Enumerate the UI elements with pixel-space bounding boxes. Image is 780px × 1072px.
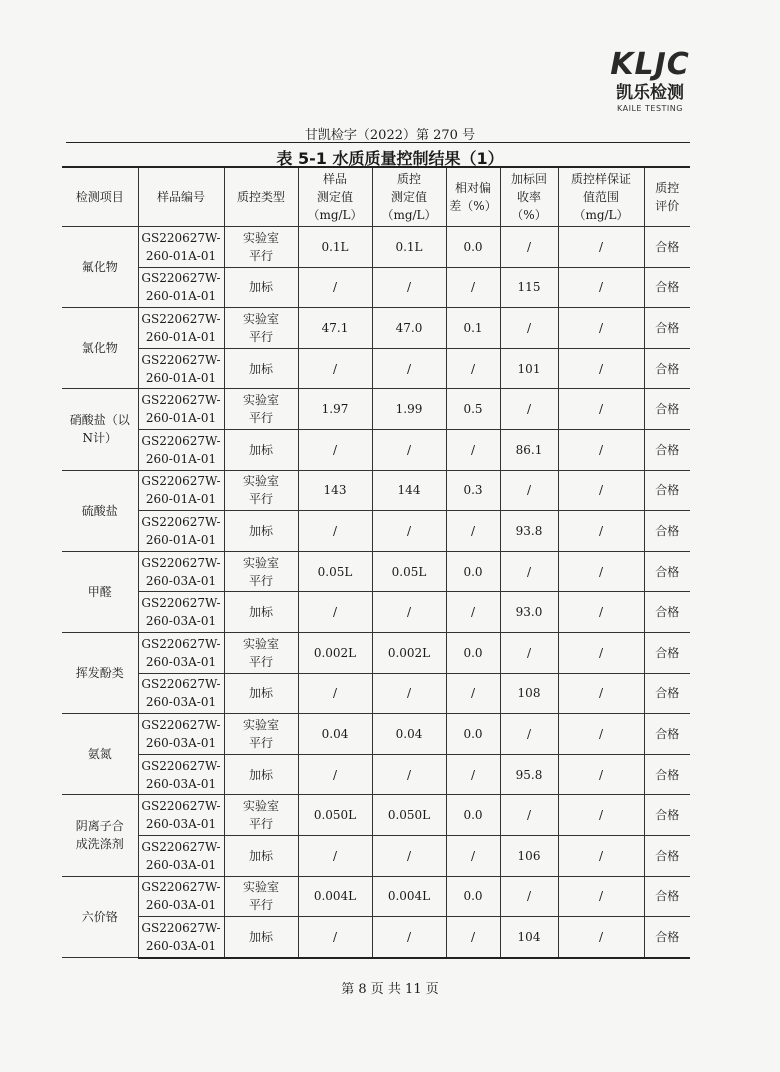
table-header-row (62, 167, 690, 227)
qc-value-cell: 47.0 (372, 308, 446, 349)
sample-number-cell: GS220627W- 260-01A-01 (138, 308, 224, 349)
qc-value-cell: / (372, 835, 446, 876)
qc-evaluation-cell: 合格 (644, 308, 690, 349)
relative-deviation-cell: 0.0 (446, 551, 500, 592)
relative-deviation-cell: 0.1 (446, 308, 500, 349)
qc-evaluation-cell: 合格 (644, 348, 690, 389)
qc-type-cell: 加标 (224, 348, 298, 389)
sample-value-cell: 1.97 (298, 389, 372, 430)
table-row (62, 308, 690, 349)
test-item-cell: 阴离子合 成洗涤剂 (62, 795, 138, 876)
qc-evaluation-cell: 合格 (644, 795, 690, 836)
qc-range-cell: / (558, 795, 644, 836)
logo-mark: KLJC (610, 47, 690, 82)
qc-value-cell: 1.99 (372, 389, 446, 430)
sample-value-cell: 0.04 (298, 714, 372, 755)
sample-number-cell: GS220627W- 260-03A-01 (138, 876, 224, 917)
sample-value-cell: / (298, 348, 372, 389)
qc-type-cell: 加标 (224, 673, 298, 714)
recovery-rate-cell: / (500, 470, 558, 511)
qc-type-cell: 加标 (224, 592, 298, 633)
table-title: 表 5-1 水质质量控制结果（1） (276, 149, 504, 168)
sample-number-cell: GS220627W- 260-03A-01 (138, 795, 224, 836)
test-item-cell: 氯化物 (62, 308, 138, 389)
col-header: 质控类型 (224, 167, 298, 227)
recovery-rate-cell: 104 (500, 917, 558, 958)
qc-type-cell: 加标 (224, 511, 298, 552)
col-header: 质控 测定值 （mg/L） (372, 167, 446, 227)
relative-deviation-cell: 0.5 (446, 389, 500, 430)
qc-range-cell: / (558, 835, 644, 876)
qc-value-cell: 144 (372, 470, 446, 511)
qc-evaluation-cell: 合格 (644, 470, 690, 511)
table-row (62, 835, 690, 876)
relative-deviation-cell: / (446, 511, 500, 552)
qc-range-cell: / (558, 917, 644, 958)
qc-evaluation-cell: 合格 (644, 592, 690, 633)
qc-evaluation-cell: 合格 (644, 511, 690, 552)
qc-value-cell: 0.05L (372, 551, 446, 592)
sample-value-cell: / (298, 592, 372, 633)
qc-range-cell: / (558, 308, 644, 349)
qc-value-cell: / (372, 429, 446, 470)
logo-name-cn: 凯乐检测 (616, 83, 684, 103)
qc-value-cell: 0.04 (372, 714, 446, 755)
relative-deviation-cell: / (446, 917, 500, 958)
sample-number-cell: GS220627W- 260-03A-01 (138, 754, 224, 795)
qc-range-cell: / (558, 551, 644, 592)
sample-value-cell: / (298, 673, 372, 714)
qc-type-cell: 实验室 平行 (224, 795, 298, 836)
recovery-rate-cell: / (500, 389, 558, 430)
sample-value-cell: 0.050L (298, 795, 372, 836)
qc-evaluation-cell: 合格 (644, 673, 690, 714)
qc-type-cell: 加标 (224, 917, 298, 958)
relative-deviation-cell: / (446, 592, 500, 633)
sample-number-cell: GS220627W- 260-01A-01 (138, 348, 224, 389)
qc-evaluation-cell: 合格 (644, 876, 690, 917)
document-number: 甘凯检字（2022）第 270 号 (304, 128, 476, 143)
page-footer: 第 8 页 共 11 页 (341, 982, 439, 997)
recovery-rate-cell: 93.0 (500, 592, 558, 633)
qc-evaluation-cell: 合格 (644, 389, 690, 430)
test-item-cell: 六价铬 (62, 876, 138, 958)
qc-value-cell: / (372, 348, 446, 389)
recovery-rate-cell: 115 (500, 267, 558, 308)
sample-number-cell: GS220627W- 260-03A-01 (138, 673, 224, 714)
qc-type-cell: 实验室 平行 (224, 632, 298, 673)
table-body (62, 227, 690, 958)
recovery-rate-cell: 95.8 (500, 754, 558, 795)
table-row (62, 227, 690, 268)
sample-number-cell: GS220627W- 260-03A-01 (138, 632, 224, 673)
sample-value-cell: / (298, 429, 372, 470)
col-header: 样品 测定值 （mg/L） (298, 167, 372, 227)
sample-number-cell: GS220627W- 260-03A-01 (138, 917, 224, 958)
qc-range-cell: / (558, 227, 644, 268)
qc-evaluation-cell: 合格 (644, 429, 690, 470)
recovery-rate-cell: / (500, 227, 558, 268)
qc-evaluation-cell: 合格 (644, 632, 690, 673)
qc-type-cell: 实验室 平行 (224, 714, 298, 755)
table-row (62, 673, 690, 714)
table-row (62, 632, 690, 673)
table-row (62, 429, 690, 470)
test-item-cell: 硫酸盐 (62, 470, 138, 551)
sample-value-cell: / (298, 511, 372, 552)
qc-evaluation-cell: 合格 (644, 917, 690, 958)
table-row (62, 348, 690, 389)
sample-value-cell: 0.002L (298, 632, 372, 673)
qc-type-cell: 实验室 平行 (224, 308, 298, 349)
qc-range-cell: / (558, 714, 644, 755)
sample-number-cell: GS220627W- 260-01A-01 (138, 429, 224, 470)
relative-deviation-cell: 0.0 (446, 632, 500, 673)
relative-deviation-cell: / (446, 429, 500, 470)
qc-value-cell: / (372, 754, 446, 795)
recovery-rate-cell: / (500, 714, 558, 755)
sample-number-cell: GS220627W- 260-03A-01 (138, 714, 224, 755)
sample-value-cell: / (298, 835, 372, 876)
qc-range-cell: / (558, 632, 644, 673)
table-row (62, 389, 690, 430)
qc-range-cell: / (558, 754, 644, 795)
qc-type-cell: 实验室 平行 (224, 470, 298, 511)
sample-value-cell: / (298, 267, 372, 308)
relative-deviation-cell: / (446, 673, 500, 714)
qc-value-cell: / (372, 673, 446, 714)
relative-deviation-cell: / (446, 267, 500, 308)
col-header: 加标回 收率 （%） (500, 167, 558, 227)
qc-type-cell: 实验室 平行 (224, 389, 298, 430)
sample-number-cell: GS220627W- 260-03A-01 (138, 835, 224, 876)
qc-results-table (62, 166, 690, 959)
table-row (62, 511, 690, 552)
company-logo (600, 47, 700, 113)
sample-number-cell: GS220627W- 260-03A-01 (138, 592, 224, 633)
logo-name-en: KAILE TESTING (617, 104, 683, 113)
test-item-cell: 氟化物 (62, 227, 138, 308)
recovery-rate-cell: / (500, 795, 558, 836)
qc-range-cell: / (558, 876, 644, 917)
qc-value-cell: 0.1L (372, 227, 446, 268)
qc-evaluation-cell: 合格 (644, 754, 690, 795)
table-row (62, 795, 690, 836)
sample-value-cell: 0.1L (298, 227, 372, 268)
table-row (62, 876, 690, 917)
sample-number-cell: GS220627W- 260-01A-01 (138, 389, 224, 430)
qc-type-cell: 实验室 平行 (224, 876, 298, 917)
qc-value-cell: / (372, 267, 446, 308)
qc-value-cell: / (372, 592, 446, 633)
sample-number-cell: GS220627W- 260-03A-01 (138, 551, 224, 592)
table-row (62, 470, 690, 511)
relative-deviation-cell: / (446, 348, 500, 389)
table-row (62, 754, 690, 795)
sample-value-cell: 143 (298, 470, 372, 511)
recovery-rate-cell: 93.8 (500, 511, 558, 552)
recovery-rate-cell: / (500, 551, 558, 592)
sample-value-cell: / (298, 917, 372, 958)
table-row (62, 917, 690, 958)
recovery-rate-cell: 106 (500, 835, 558, 876)
qc-range-cell: / (558, 673, 644, 714)
sample-value-cell: 0.05L (298, 551, 372, 592)
col-header: 样品编号 (138, 167, 224, 227)
qc-type-cell: 加标 (224, 835, 298, 876)
sample-number-cell: GS220627W- 260-01A-01 (138, 470, 224, 511)
sample-number-cell: GS220627W- 260-01A-01 (138, 267, 224, 308)
recovery-rate-cell: / (500, 308, 558, 349)
table-row (62, 267, 690, 308)
relative-deviation-cell: 0.0 (446, 714, 500, 755)
relative-deviation-cell: 0.3 (446, 470, 500, 511)
relative-deviation-cell: 0.0 (446, 227, 500, 268)
header-rule (66, 142, 690, 143)
qc-evaluation-cell: 合格 (644, 714, 690, 755)
qc-range-cell: / (558, 267, 644, 308)
col-header: 检测项目 (62, 167, 138, 227)
qc-range-cell: / (558, 429, 644, 470)
qc-evaluation-cell: 合格 (644, 227, 690, 268)
relative-deviation-cell: / (446, 754, 500, 795)
table-row (62, 592, 690, 633)
test-item-cell: 甲醛 (62, 551, 138, 632)
qc-range-cell: / (558, 389, 644, 430)
recovery-rate-cell: / (500, 632, 558, 673)
qc-value-cell: / (372, 511, 446, 552)
qc-evaluation-cell: 合格 (644, 551, 690, 592)
qc-range-cell: / (558, 592, 644, 633)
qc-type-cell: 加标 (224, 429, 298, 470)
recovery-rate-cell: 101 (500, 348, 558, 389)
qc-value-cell: / (372, 917, 446, 958)
sample-number-cell: GS220627W- 260-01A-01 (138, 227, 224, 268)
qc-type-cell: 加标 (224, 267, 298, 308)
col-header: 质控样保证 值范围 （mg/L） (558, 167, 644, 227)
recovery-rate-cell: 86.1 (500, 429, 558, 470)
qc-value-cell: 0.004L (372, 876, 446, 917)
qc-range-cell: / (558, 348, 644, 389)
qc-value-cell: 0.050L (372, 795, 446, 836)
qc-range-cell: / (558, 470, 644, 511)
test-item-cell: 硝酸盐（以 N计） (62, 389, 138, 470)
qc-evaluation-cell: 合格 (644, 267, 690, 308)
sample-value-cell: 47.1 (298, 308, 372, 349)
qc-type-cell: 实验室 平行 (224, 551, 298, 592)
qc-value-cell: 0.002L (372, 632, 446, 673)
qc-range-cell: / (558, 511, 644, 552)
qc-type-cell: 加标 (224, 754, 298, 795)
col-header: 相对偏 差（%） (446, 167, 500, 227)
recovery-rate-cell: / (500, 876, 558, 917)
sample-value-cell: / (298, 754, 372, 795)
col-header: 质控 评价 (644, 167, 690, 227)
table-row (62, 714, 690, 755)
table-row (62, 551, 690, 592)
relative-deviation-cell: 0.0 (446, 795, 500, 836)
recovery-rate-cell: 108 (500, 673, 558, 714)
relative-deviation-cell: / (446, 835, 500, 876)
relative-deviation-cell: 0.0 (446, 876, 500, 917)
qc-type-cell: 实验室 平行 (224, 227, 298, 268)
sample-number-cell: GS220627W- 260-01A-01 (138, 511, 224, 552)
sample-value-cell: 0.004L (298, 876, 372, 917)
qc-evaluation-cell: 合格 (644, 835, 690, 876)
test-item-cell: 挥发酚类 (62, 632, 138, 713)
test-item-cell: 氨氮 (62, 714, 138, 795)
